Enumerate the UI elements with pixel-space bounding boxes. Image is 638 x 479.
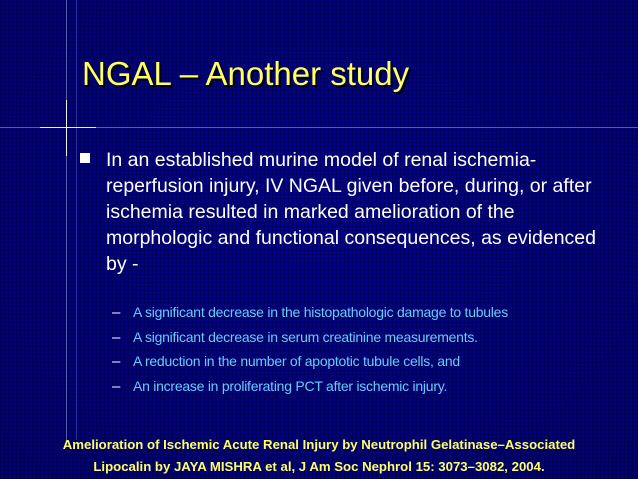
citation [0,434,638,478]
sub-bullet-list [112,300,632,398]
sub-bullet-text: A significant decrease in serum creatinine measurements. [133,328,478,345]
sub-bullet-item [112,300,632,325]
sub-bullet-item [112,349,632,374]
left-vertical-decoration [66,0,67,440]
dash-bullet-icon: – [112,328,121,346]
sparkle-horizontal-decoration [40,127,96,128]
slide-title: NGAL – Another study [82,55,410,92]
sparkle-vertical-decoration [66,100,67,156]
main-bullet-text: In an established murine model of renal ischemia-reperfusion injury, IV NGAL given before, during, or after ischemia resulted in marked amelioration of the morphologic and functional consequences, as evidenced by - [106,149,596,275]
dash-bullet-icon: – [112,377,121,395]
left-vertical-decoration-secondary [76,0,77,440]
sub-bullet-item [112,374,632,399]
dash-bullet-icon: – [112,304,121,321]
sub-bullet-text: An increase in proliferating PCT after ischemic injury. [133,377,448,394]
dash-bullet-icon: – [112,353,121,370]
sub-bullet-item [112,325,632,350]
main-bullet [80,147,600,277]
citation-line-2: Lipocalin by JAYA MISHRA et al, J Am Soc Nephrol 15: 3073–3082, 2004. [93,459,545,474]
square-bullet-icon [80,153,90,163]
citation-line-1: Amelioration of Ischemic Acute Renal Injury by Neutrophil Gelatinase–Associated [62,437,576,452]
sub-bullet-text: A reduction in the number of apoptotic tubule cells, and [133,353,460,369]
sub-bullet-text: A significant decrease in the histopathologic damage to tubules [133,304,508,320]
